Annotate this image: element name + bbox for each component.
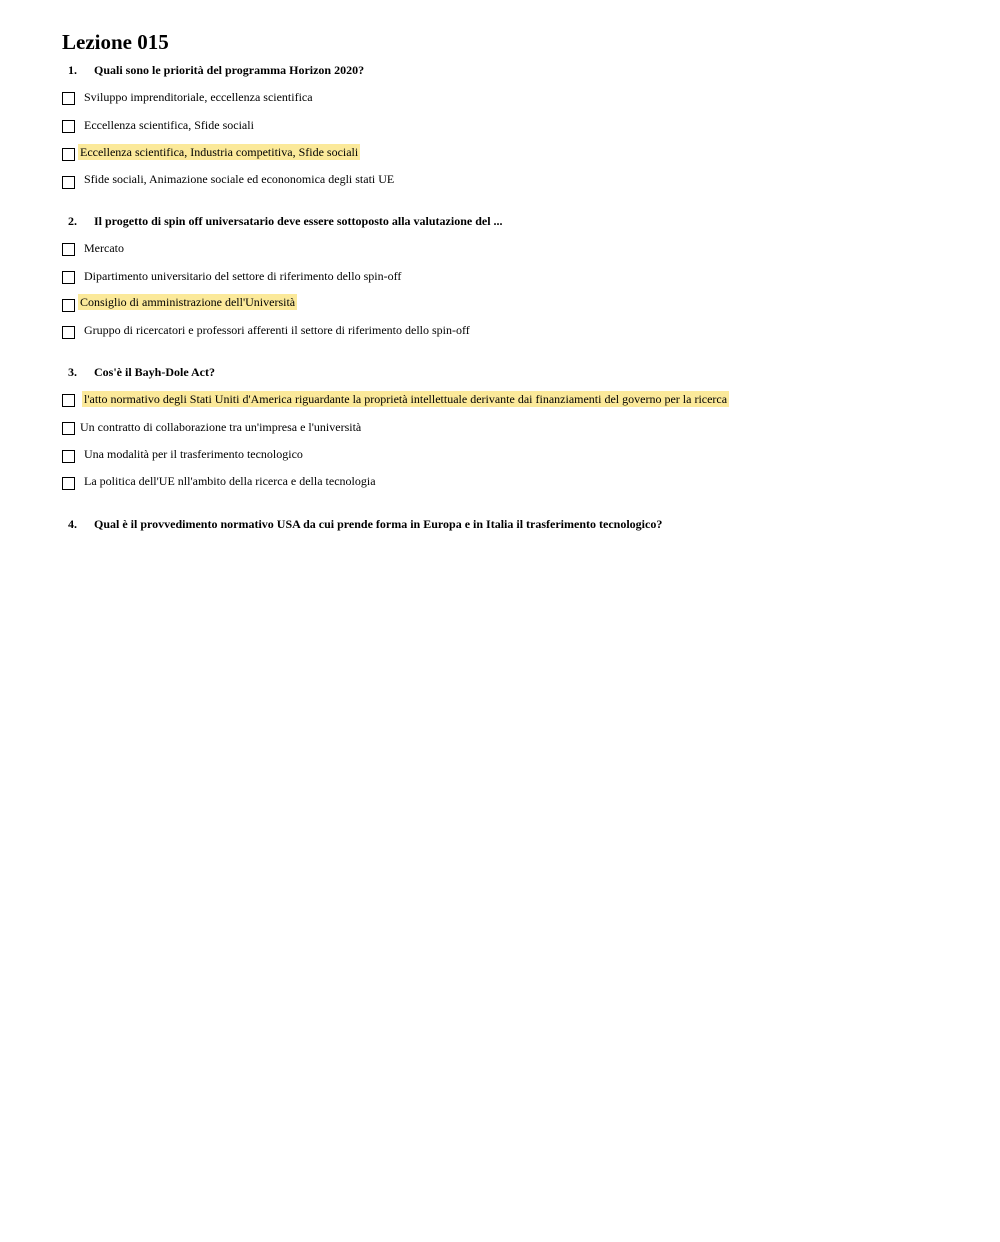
answer-option[interactable]: Dipartimento universitario del settore di riferimento dello spin-off	[84, 269, 402, 283]
answer-checkbox[interactable]	[62, 450, 75, 463]
answer-checkbox[interactable]	[62, 243, 75, 256]
answer-option[interactable]: Eccellenza scientifica, Sfide sociali	[84, 118, 254, 132]
answer-checkbox[interactable]	[62, 422, 75, 435]
answer-option[interactable]: Mercato	[84, 241, 124, 255]
question-number: 3.	[68, 365, 77, 379]
answer-option-highlighted[interactable]: Eccellenza scientifica, Industria competitiva, Sfide sociali	[80, 145, 359, 159]
question-text: Quali sono le priorità del programma Horizon 2020?	[94, 63, 365, 77]
answer-checkbox[interactable]	[62, 299, 75, 312]
answer-checkbox[interactable]	[62, 326, 75, 339]
question-number: 2.	[68, 214, 77, 228]
answer-checkbox[interactable]	[62, 271, 75, 284]
answer-option[interactable]: La politica dell'UE nll'ambito della ricerca e della tecnologia	[84, 474, 376, 488]
answer-checkbox[interactable]	[62, 148, 75, 161]
question-text: Qual è il provvedimento normativo USA da cui prende forma in Europa e in Italia il trasferimento tecnologico?	[94, 517, 663, 531]
question-text: Cos'è il Bayh-Dole Act?	[94, 365, 215, 379]
answer-checkbox[interactable]	[62, 176, 75, 189]
answer-checkbox[interactable]	[62, 92, 75, 105]
answer-option-highlighted[interactable]: Consiglio di amministrazione dell'Università	[80, 295, 296, 309]
answer-option[interactable]: Gruppo di ricercatori e professori afferenti il settore di riferimento dello spin-off	[84, 323, 470, 337]
answer-option[interactable]: Un contratto di collaborazione tra un'impresa e l'università	[80, 420, 362, 434]
answer-option-highlighted[interactable]: l'atto normativo degli Stati Uniti d'America riguardante la proprietà intellettuale derivante dai finanziamenti del governo per la ricerca	[84, 392, 728, 406]
answer-checkbox[interactable]	[62, 120, 75, 133]
page-title: Lezione 015	[62, 30, 169, 54]
answer-checkbox[interactable]	[62, 394, 75, 407]
answer-checkbox[interactable]	[62, 477, 75, 490]
question-text: Il progetto di spin off universatario deve essere sottoposto alla valutazione del ...	[94, 214, 503, 228]
answer-option[interactable]: Una modalità per il trasferimento tecnologico	[84, 447, 303, 461]
question-number: 4.	[68, 517, 77, 531]
answer-option[interactable]: Sfide sociali, Animazione sociale ed econonomica degli stati UE	[84, 172, 395, 186]
question-number: 1.	[68, 63, 77, 77]
answer-option[interactable]: Sviluppo imprenditoriale, eccellenza scientifica	[84, 90, 313, 104]
